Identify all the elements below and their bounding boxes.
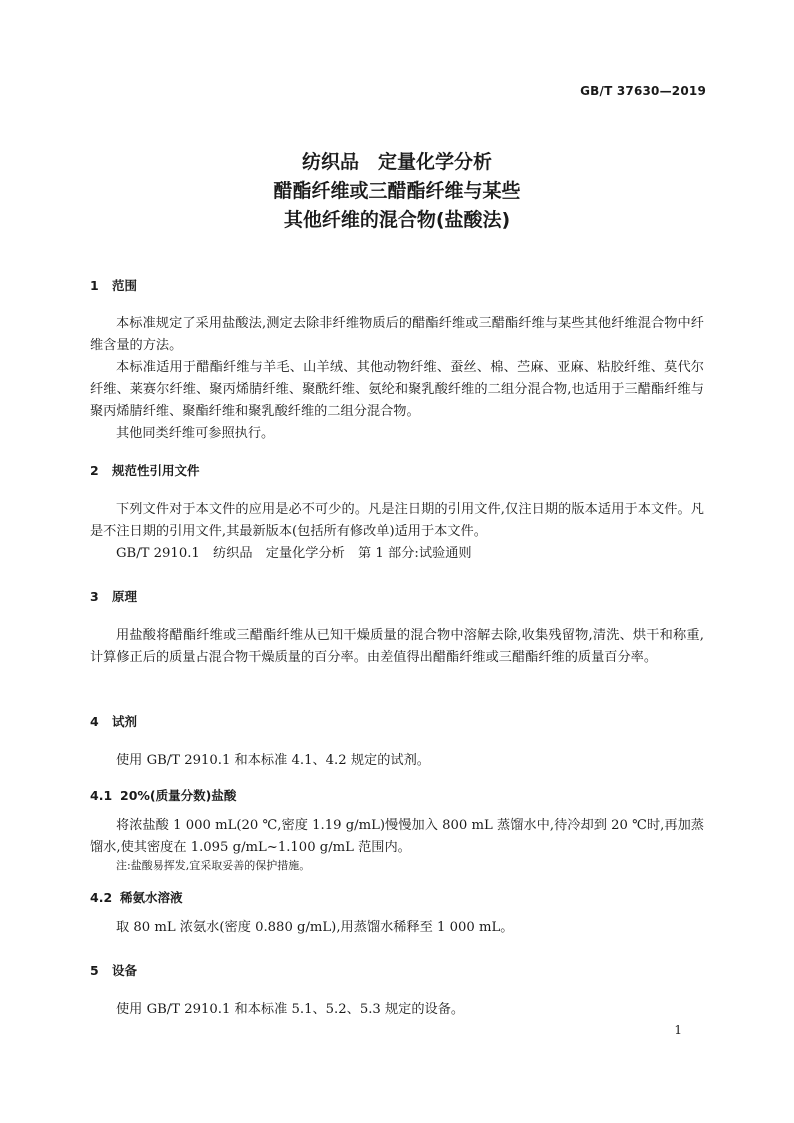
section-number: 3	[90, 589, 99, 604]
title-line-2: 醋酯纤维或三醋酯纤维与某些	[273, 180, 521, 202]
section-heading-normative-references	[90, 461, 200, 479]
title-line-1: 纺织品 定量化学分析	[301, 151, 492, 173]
note-hydrochloric-acid: 注:盐酸易挥发,宜采取妥善的保护措施。	[116, 859, 311, 872]
section-title: 原理	[112, 589, 138, 604]
paragraph-hydrochloric-acid: 将浓盐酸 1 000 mL(20 ℃,密度 1.19 g/mL)慢慢加入 800 mL 蒸馏水中,待冷却到 20 ℃时,再加蒸馏水,使其密度在 1.095 g/mL~1.100 g/mL 范围内。	[90, 818, 704, 855]
section-heading-apparatus	[90, 961, 137, 979]
section-title: 稀氨水溶液	[120, 890, 183, 905]
paragraph-dilute-ammonia: 取 80 mL 浓氨水(密度 0.880 g/mL),用蒸馏水稀释至 1 000 mL。	[116, 920, 514, 935]
paragraph-apparatus: 使用 GB/T 2910.1 和本标准 5.1、5.2、5.3 规定的设备。	[116, 1002, 465, 1017]
paragraph-principle: 用盐酸将醋酯纤维或三醋酯纤维从已知干燥质量的混合物中溶解去除,收集残留物,清洗、烘干和称重,计算修正后的质量占混合物干燥质量的百分率。由差值得出醋酯纤维或三醋酯纤维的质量百分率。	[90, 628, 704, 665]
section-heading-reagents	[90, 712, 137, 730]
paragraph-references-2: GB/T 2910.1 纺织品 定量化学分析 第 1 部分:试验通则	[116, 546, 472, 561]
subsection-heading-hydrochloric-acid	[90, 786, 236, 804]
standard-number: GB/T 37630—2019	[580, 84, 706, 98]
section-number: 2	[90, 463, 99, 478]
section-number: 1	[90, 278, 99, 293]
title-line-3: 其他纤维的混合物(盐酸法)	[283, 209, 511, 231]
paragraph-scope-1: 本标准规定了采用盐酸法,测定去除非纤维物质后的醋酯纤维或三醋酯纤维与某些其他纤维混合物中纤维含量的方法。	[90, 316, 704, 353]
paragraph-scope-2: 本标准适用于醋酯纤维与羊毛、山羊绒、其他动物纤维、蚕丝、棉、苎麻、亚麻、粘胶纤维、莫代尔纤维、莱赛尔纤维、聚丙烯腈纤维、聚酰纤维、氨纶和聚乳酸纤维的二组分混合物,也适用于三醋酯纤维与聚丙烯腈纤维、聚酯纤维和聚乳酸纤维的二组分混合物。	[90, 360, 704, 419]
section-number: 4.2	[90, 890, 113, 905]
section-title: 设备	[112, 963, 138, 978]
subsection-heading-dilute-ammonia	[90, 888, 183, 906]
document-title	[0, 148, 794, 235]
section-number: 4.1	[90, 788, 113, 803]
paragraph-scope-3: 其他同类纤维可参照执行。	[116, 426, 275, 441]
paragraph-references-1: 下列文件对于本文件的应用是必不可少的。凡是注日期的引用文件,仅注日期的版本适用于本文件。凡是不注日期的引用文件,其最新版本(包括所有修改单)适用于本文件。	[90, 502, 704, 539]
section-number: 5	[90, 963, 99, 978]
section-title: 规范性引用文件	[112, 463, 200, 478]
section-heading-principle	[90, 587, 137, 605]
paragraph-reagents: 使用 GB/T 2910.1 和本标准 4.1、4.2 规定的试剂。	[116, 753, 430, 768]
section-heading-scope	[90, 276, 137, 294]
page-number: 1	[674, 1023, 682, 1037]
section-title: 20%(质量分数)盐酸	[120, 788, 237, 803]
section-title: 试剂	[112, 714, 138, 729]
section-number: 4	[90, 714, 99, 729]
section-title: 范围	[112, 278, 138, 293]
